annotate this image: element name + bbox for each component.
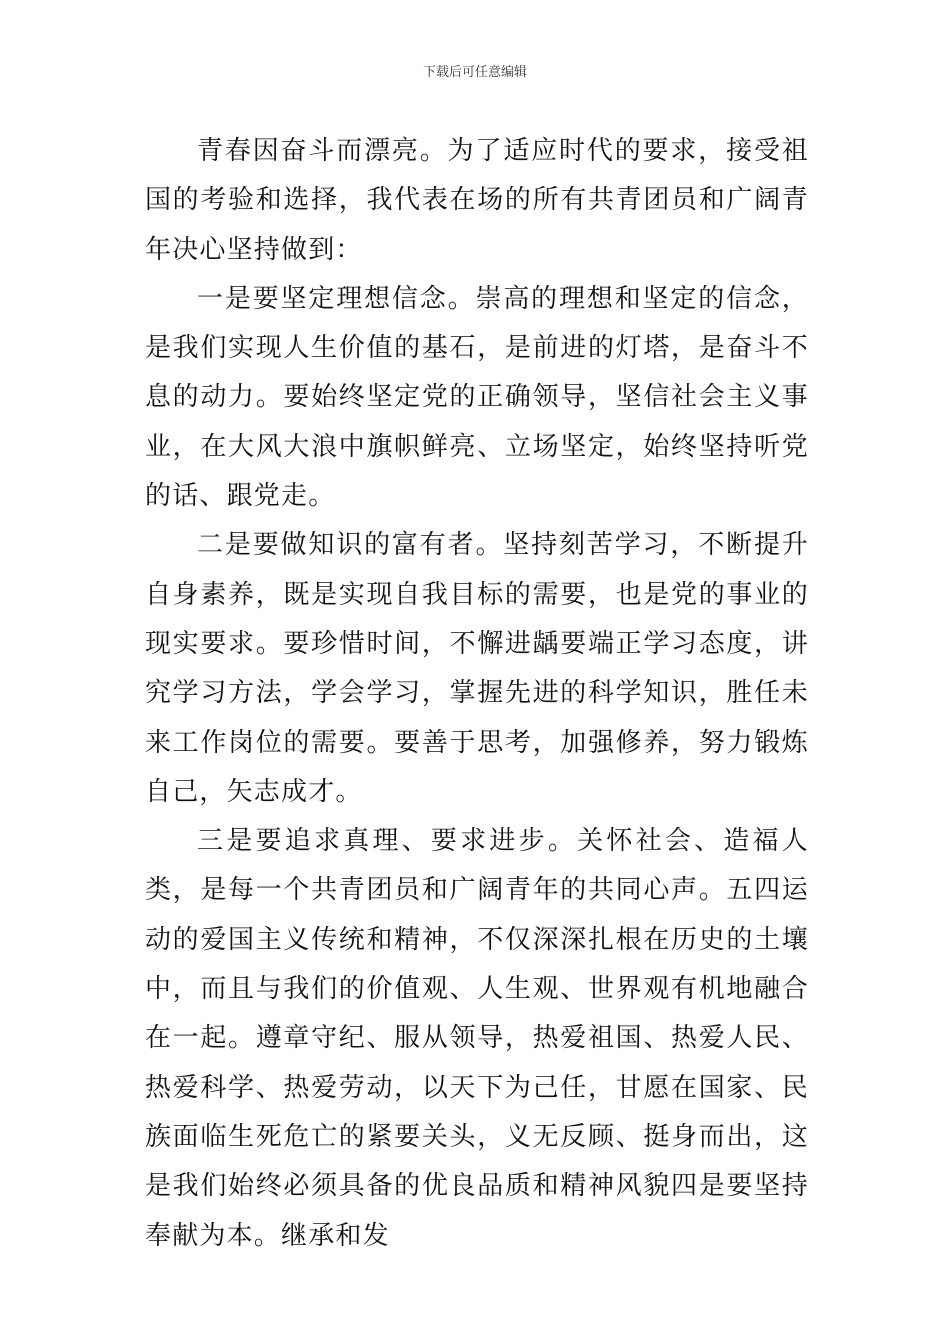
paragraph-point-three: 三是要追求真理、要求进步。关怀社会、造福人类，是每一个共青团员和广阔青年的共同心声。五四运动的爱国主义传统和精神，不仅深深扎根在历史的土壤中，而且与我们的价值观、人生观、世界观有机地融合在一起。遵章守纪、服从领导，热爱祖国、热爱人民、热爱科学、热爱劳动，以天下为己任，甘愿在国家、民族面临生死危亡的紧要关头，义无反顾、挺身而出，这是我们始终必须具备的优良品质和精神风貌四是要坚持奉献为本。继承和发 [145,826,809,1251]
paragraph-point-two: 二是要做知识的富有者。坚持刻苦学习，不断提升自身素养，既是实现自我目标的需要，也是党的事业的现实要求。要珍惜时间，不懈进龋要端正学习态度，讲究学习方法，学会学习，掌握先进的科学知识，胜任未来工作岗位的需要。要善于思考，加强修养，努力锻炼自己，矢志成才。 [145,530,809,807]
paragraph-point-one: 一是要坚定理想信念。崇高的理想和坚定的信念，是我们实现人生价值的基石，是前进的灯塔，是奋斗不息的动力。要始终坚定党的正确领导，坚信社会主义事业，在大风大浪中旗帜鲜亮、立场坚定，始终坚持听党的话、跟党走。 [145,283,809,512]
page-header: 下载后可任意编辑 [422,65,527,80]
paragraph-intro: 青春因奋斗而漂亮。为了适应时代的要求，接受祖国的考验和选择，我代表在场的所有共青团员和广阔青年决心坚持做到： [145,136,809,265]
document-body [145,127,809,1261]
